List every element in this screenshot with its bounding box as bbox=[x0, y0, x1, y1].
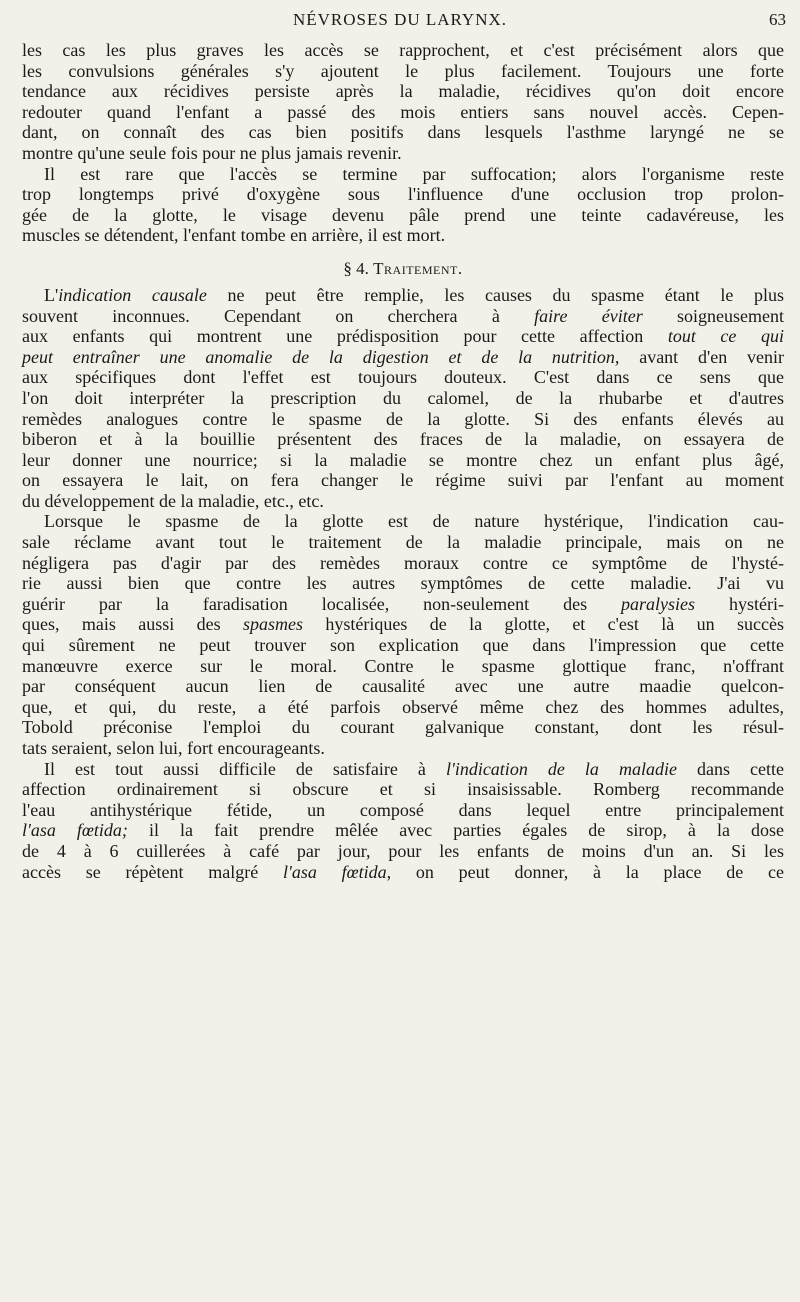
text-line: aux enfants qui montrent une prédisposition pour cette affection tout ce qui bbox=[22, 326, 785, 347]
text-line: souvent inconnues. Cependant on cherchera à faire éviter soigneusement bbox=[22, 305, 784, 326]
text-line: trop longtemps privé d'oxygène sous l'influence d'une occlusion trop prolon- bbox=[22, 184, 784, 205]
text-line: L'indication causale ne peut être remplie, les causes du spasme étant le plus bbox=[44, 284, 784, 305]
text-line: ques, mais aussi des spasmes hystériques de la glotte, et c'est là un succès bbox=[22, 614, 784, 635]
paragraph bbox=[22, 285, 784, 512]
text-line: affection ordinairement si obscure et si insaisissable. Romberg recommande bbox=[22, 779, 784, 800]
text-line: qui sûrement ne peut trouver son explication que dans l'impression que cette bbox=[22, 635, 784, 656]
text-line: par conséquent aucun lien de causalité avec une autre maadie quelcon- bbox=[22, 676, 784, 697]
text-line: du développement de la maladie, etc., etc. bbox=[22, 490, 324, 511]
paragraph bbox=[22, 759, 784, 883]
section-title: Traitement. bbox=[373, 258, 463, 278]
emphasis: l'indication de la maladie bbox=[445, 758, 677, 779]
text-line: de 4 à 6 cuillerées à café par jour, pour les enfants de moins d'un an. Si les bbox=[22, 840, 784, 861]
text-line: tats seraient, selon lui, fort encourageants. bbox=[22, 738, 325, 758]
text-line: manœuvre exerce sur le moral. Contre le spasme glottique franc, n'offrant bbox=[22, 655, 784, 676]
running-title: NÉVROSES DU LARYNX. bbox=[292, 10, 508, 29]
text-line: sale réclame avant tout le traitement de la maladie principale, mais on ne bbox=[22, 532, 784, 553]
text-line: rie aussi bien que contre les autres symptômes de cette maladie. J'ai vu bbox=[22, 573, 784, 594]
text-line: guérir par la faradisation localisée, non-seulement des paralysies hystéri- bbox=[22, 593, 784, 614]
text-line: les cas les plus graves les accès se rapprochent, et c'est précisément alors que bbox=[22, 40, 784, 60]
text-line: l'on doit interpréter la prescription du calomel, de la rhubarbe et d'autres bbox=[22, 387, 784, 408]
paragraph bbox=[22, 511, 784, 758]
emphasis: tout ce qui bbox=[667, 326, 785, 347]
emphasis: spasmes bbox=[242, 614, 303, 635]
text-line: Lorsque le spasme de la glotte est de nature hystérique, l'indication cau- bbox=[44, 511, 784, 532]
emphasis: l'asa fœtida, bbox=[283, 861, 392, 882]
text-line: dant, on connaît des cas bien positifs dans lesquels l'asthme laryngé ne se bbox=[22, 122, 784, 143]
text-line: montre qu'une seule fois pour ne plus jamais revenir. bbox=[22, 142, 402, 163]
text-line: on essayera le lait, on fera changer le régime suivi par l'enfant au moment bbox=[22, 470, 784, 491]
text-line: Il est tout aussi difficile de satisfaire à l'indication de la maladie dans cette bbox=[44, 758, 784, 779]
paragraph bbox=[22, 40, 784, 164]
text-line: aux spécifiques dont l'effet est toujours douteux. C'est dans ce sens que bbox=[22, 367, 784, 388]
emphasis: indication causale bbox=[58, 284, 207, 305]
emphasis: faire éviter bbox=[534, 305, 643, 326]
section-heading bbox=[22, 253, 784, 285]
text-line: l'eau antihystérique fétide, un composé dans lequel entre principalement bbox=[22, 799, 784, 820]
body-text bbox=[22, 40, 784, 882]
text-line: redouter quand l'enfant a passé des mois entiers sans nouvel accès. Cepen- bbox=[22, 101, 784, 122]
text-line: accès se répètent malgré l'asa fœtida, on peut donner, à la place de ce bbox=[22, 861, 784, 882]
text-line: Tobold préconise l'emploi du courant galvanique constant, dont les résul- bbox=[22, 717, 784, 738]
text-line: biberon et à la bouillie présentent des fraces de la maladie, on essayera de bbox=[22, 429, 784, 450]
text-line: Il est rare que l'accès se termine par suffocation; alors l'organisme reste bbox=[44, 163, 784, 184]
text-line: muscles se détendent, l'enfant tombe en arrière, il est mort. bbox=[22, 225, 446, 246]
text-line: leur donner une nourrice; si la maladie se montre chez un enfant plus âgé, bbox=[22, 449, 784, 470]
emphasis: l'asa fœtida; bbox=[22, 820, 128, 841]
page-header bbox=[0, 10, 800, 40]
text-line: les convulsions générales s'y ajoutent le plus facilement. Toujours une forte bbox=[22, 60, 784, 81]
text-line: peut entraîner une anomalie de la digestion et de la nutrition, avant d'en venir bbox=[22, 346, 784, 367]
page-number: 63 bbox=[769, 10, 786, 29]
text-line: remèdes analogues contre le spasme de la glotte. Si des enfants élevés au bbox=[22, 408, 784, 429]
text-line: l'asa fœtida; il la fait prendre mêlée avec parties égales de sirop, à la dose bbox=[22, 820, 784, 841]
text-line: négligera pas d'agir par des remèdes moraux contre ce symptôme de l'hysté- bbox=[22, 552, 784, 573]
section-number: § 4. bbox=[343, 258, 369, 278]
text-line: que, et qui, du reste, a été parfois observé même chez des hommes adultes, bbox=[22, 696, 784, 717]
emphasis: peut entraîner une anomalie de la digestion et de la nutrition, bbox=[22, 346, 620, 367]
text-line: tendance aux récidives persiste après la maladie, récidives qu'on doit encore bbox=[22, 81, 784, 102]
emphasis: paralysies bbox=[621, 593, 696, 614]
paragraph bbox=[22, 164, 784, 246]
text-line: gée de la glotte, le visage devenu pâle prend une teinte cadavéreuse, les bbox=[22, 204, 784, 225]
